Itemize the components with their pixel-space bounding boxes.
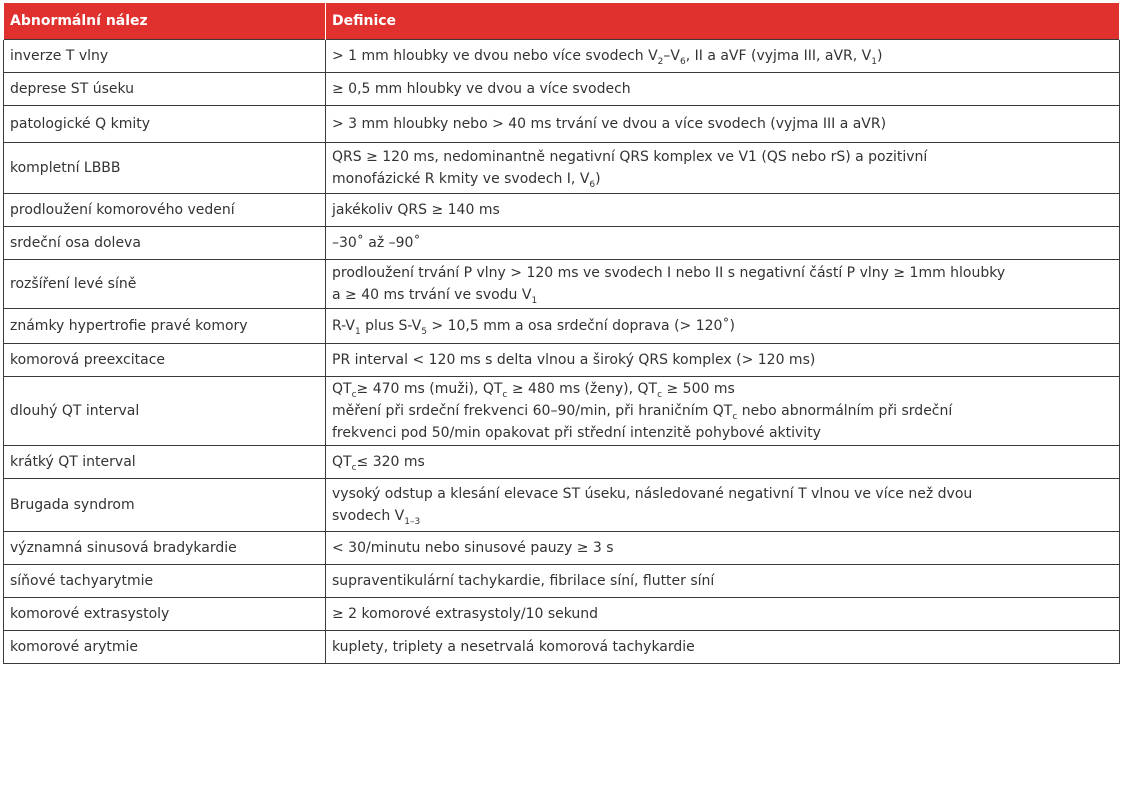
definition-line [332,505,1113,527]
finding-cell: rozšíření levé síně [4,260,326,309]
table-header-row [4,3,1120,40]
definition-cell [326,344,1120,377]
ecg-findings-table [3,3,1120,664]
definition-line [332,537,1113,559]
subscript: 2 [657,57,664,67]
finding-cell: známky hypertrofie pravé komory [4,309,326,344]
table-row [4,631,1120,664]
subscript: 6 [589,180,596,190]
definition-line [332,483,1113,505]
subscript: 1 [871,57,877,67]
table-row [4,143,1120,194]
definition-text: ≥ 2 komorové extrasystoly/10 sekund [332,606,599,622]
definition-text: –V [663,48,680,64]
definition-text: > 3 mm hloubky nebo > 40 ms trvání ve dvou a více svodech (vyjma III a aVR) [332,116,887,132]
definition-line [332,113,1113,135]
definition-text: > 10,5 mm a osa srdeční doprava (> 120˚) [426,318,735,334]
definition-text: QRS ≥ 120 ms, nedominantně negativní QRS komplex ve V1 (QS nebo rS) a pozitivní [332,149,928,165]
definition-text: nebo abnormálním při srdeční [737,403,953,419]
definition-text: ≥ 0,5 mm hloubky ve dvou a více svodech [332,81,631,97]
definition-text: ) [595,171,601,187]
subscript: 1–3 [404,517,421,527]
definition-cell [326,143,1120,194]
table-row [4,260,1120,309]
definition-text: ≥ 500 ms [662,381,735,397]
ecg-findings-table-wrap [3,3,1119,664]
table-row [4,344,1120,377]
definition-text: –30˚ až –90˚ [332,235,421,251]
finding-cell: Brugada syndrom [4,479,326,532]
table-row [4,227,1120,260]
finding-cell: významná sinusová bradykardie [4,532,326,565]
definition-text: ≤ 320 ms [356,454,425,470]
definition-line [332,636,1113,658]
finding-cell: krátký QT interval [4,446,326,479]
definition-text: kuplety, triplety a nesetrvalá komorová tachykardie [332,639,695,655]
definition-line [332,603,1113,625]
definition-cell [326,73,1120,106]
definition-line [332,378,1113,400]
subscript: 1 [531,296,538,306]
table-body [4,40,1120,664]
definition-line [332,78,1113,100]
definition-text: ≥ 480 ms (ženy), QT [507,381,658,397]
subscript: c [351,390,357,400]
definition-cell [326,631,1120,664]
table-row [4,532,1120,565]
subscript: c [502,390,508,400]
subscript: 5 [421,327,427,337]
definition-cell [326,598,1120,631]
table-row [4,194,1120,227]
table-row [4,40,1120,73]
table-row [4,377,1120,446]
definition-text: měření při srdeční frekvenci 60–90/min, při hraničním QT [332,403,733,419]
finding-cell: síňové tachyarytmie [4,565,326,598]
finding-cell: prodloužení komorového vedení [4,194,326,227]
definition-line [332,422,1113,444]
definition-text: PR interval < 120 ms s delta vlnou a široký QRS komplex (> 120 ms) [332,352,816,368]
table-row [4,479,1120,532]
table-row [4,309,1120,344]
finding-cell: dlouhý QT interval [4,377,326,446]
definition-line [332,570,1113,592]
definition-line [332,400,1113,422]
subscript: c [732,412,738,422]
finding-cell: komorové extrasystoly [4,598,326,631]
subscript: 6 [679,57,686,67]
table-row [4,446,1120,479]
subscript: c [351,463,357,473]
table-row [4,106,1120,143]
definition-text: , II a aVF (vyjma III, aVR, V [685,48,872,64]
definition-cell [326,377,1120,446]
definition-text: < 30/minutu nebo sinusové pauzy ≥ 3 s [332,540,614,556]
definition-text: QT [332,454,352,470]
definition-line [332,168,1113,190]
definition-line [332,199,1113,221]
definition-cell [326,227,1120,260]
header-finding: Abnormální nález [4,3,326,40]
finding-cell: deprese ST úseku [4,73,326,106]
definition-line [332,451,1113,473]
definition-cell [326,194,1120,227]
definition-text: svodech V [332,508,405,524]
definition-text: > 1 mm hloubky ve dvou nebo více svodech V [332,48,658,64]
definition-text: monofázické R kmity ve svodech I, V [332,171,590,187]
definition-cell [326,479,1120,532]
definition-text: ≥ 470 ms (muži), QT [356,381,503,397]
header-definition: Definice [326,3,1120,40]
definition-text: vysoký odstup a klesání elevace ST úseku, následované negativní T vlnou ve více než dvou [332,486,973,502]
definition-cell [326,446,1120,479]
definition-cell [326,260,1120,309]
definition-line [332,45,1113,67]
definition-cell [326,532,1120,565]
definition-text: R-V [332,318,355,334]
definition-text: frekvenci pod 50/min opakovat při střední intenzitě pohybové aktivity [332,425,821,441]
definition-cell [326,106,1120,143]
definition-line [332,349,1113,371]
table-row [4,73,1120,106]
definition-line [332,262,1113,284]
finding-cell: kompletní LBBB [4,143,326,194]
subscript: 1 [354,327,361,337]
finding-cell: inverze T vlny [4,40,326,73]
definition-cell [326,309,1120,344]
definition-line [332,232,1113,254]
definition-text: supraventikulární tachykardie, fibrilace síní, flutter síní [332,573,715,589]
definition-text: a ≥ 40 ms trvání ve svodu V [332,287,532,303]
definition-line [332,146,1113,168]
definition-cell [326,40,1120,73]
definition-text: prodloužení trvání P vlny > 120 ms ve svodech I nebo II s negativní částí P vlny ≥ 1mm hloubky [332,265,1006,281]
definition-text: QT [332,381,352,397]
definition-text: plus S-V [360,318,422,334]
definition-cell [326,565,1120,598]
finding-cell: srdeční osa doleva [4,227,326,260]
definition-line [332,284,1113,306]
finding-cell: komorové arytmie [4,631,326,664]
table-row [4,565,1120,598]
subscript: c [657,390,663,400]
finding-cell: patologické Q kmity [4,106,326,143]
finding-cell: komorová preexcitace [4,344,326,377]
definition-text: jakékoliv QRS ≥ 140 ms [332,202,500,218]
table-row [4,598,1120,631]
definition-line [332,315,1113,337]
definition-text: ) [877,48,883,64]
